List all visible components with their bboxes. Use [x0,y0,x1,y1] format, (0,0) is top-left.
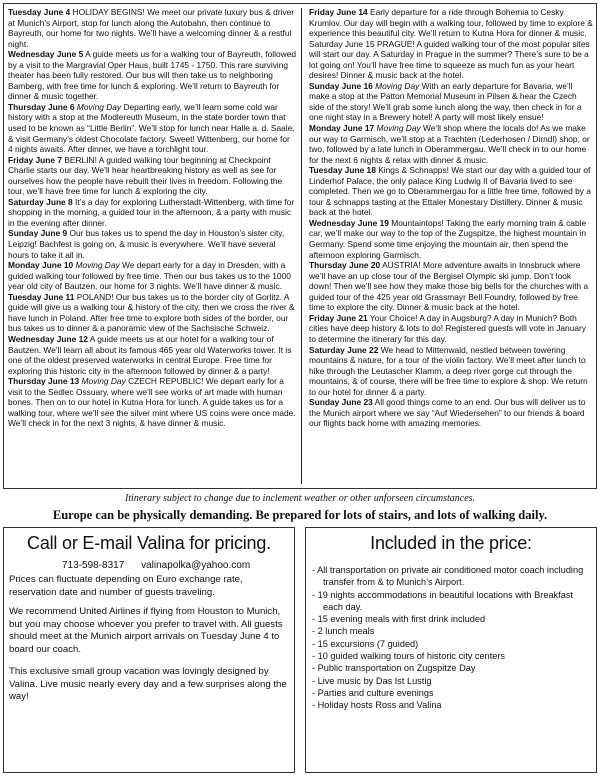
pricing-note: Prices can fluctuate depending on Euro exchange rate, reservation date and number of guests traveling. [9,574,243,598]
included-item: - Holiday hosts Ross and Valina [312,700,442,711]
entry-text: Kings & Schnapps! We start our day with a guided tour of Linderhof Palace, the only palace King Ludwig II of Bavaria lived to see completed. Then we go to Oberammergau for a little free time, followed by a tour & schnapps tasting at the Ettaler Monestary Distillery. Dinner & music back at the hotel. [309,165,591,218]
entry-date: Monday June 17 [309,123,375,134]
included-item: - Parties and culture evenings [312,687,434,698]
itinerary-entry [8,334,296,376]
itinerary-right-column [309,7,594,429]
itinerary-entry [309,313,594,345]
itinerary-entry [309,260,594,313]
entry-text: HOLIDAY BEGINS! We meet our private luxury bus & driver at Munich’s Airport, stop for lunch along the Autobahn, then continue to Bayreuth, our home for two nights. We’ll have a welcoming dinner & a restful night. [8,7,295,49]
entry-text: With an early departure for Bavaria, we’ll make a stop at the Patton Memorial Museum in Pilsen & hear the Czech side of the story! We’ll grab some lunch along the way, then check in for a one night stay in a Brewery hotel! A party will most likely ensue! [309,80,582,123]
airline-note: We recommend United Airlines if flying from Houston to Munich, but you may choose whoever you prefer to travel with. All guests should meet at the Munich airport arrivals on Tuesday June 4 to board our coach. [9,606,283,655]
moving-day-label: Moving Day [76,101,122,112]
itinerary-entry [309,218,594,260]
entry-text: We’ll shop where the locals do! As we make our way to Garmisch, we’ll stop at a Trachten (Lederhosen / Dirndl) shop, or two, followed by a late lunch in Oberammergau. We’ll check in to our home for the next 6 nights & relax with dinner & music. [309,123,590,165]
entry-date: Friday June 14 [309,7,368,17]
itinerary-entry [8,292,296,334]
entry-text: Departing early, we’ll learn some cold war history with a stop at the Modlereuth Museum, in the state border town that used to be known as “Little Berlin”. We’ll stop for lunch near Halle a. d. Saale, & visit Germany’s oldest Chocolate factory. Sweet! Wittenberg, our home for 4 nights awaits. After dinner, we have a torchlight tour. [8,101,295,155]
entry-text: A guide meets us for a walking tour of Bayreuth, followed by a visit to the Margravial Oper Haus, built 1745 - 1750. This rare surviving theater has been fully restored. Our bus will then take us to neighboring Bamberg, with free time for lunch & exploring. We’ll return to Bayreuth for dinner & music together. [8,49,297,102]
email-address[interactable]: valinapolka@yahoo.com [141,560,251,571]
entry-text: A guide meets us at our hotel for a walking tour of Bautzen. We’ll learn all about its famous 465 year old Waterworks tower. It is one of the oldest preserved waterworks in central Europe. Free time for exploring this historic city in the afternoon followed by dinner & a party! [8,333,292,376]
included-item: - 2 lunch meals [312,626,375,637]
pricing-title: Call or E-mail Valina for pricing. [27,533,271,553]
moving-day-label: Moving Day [376,123,421,134]
contact-line [62,560,264,571]
itinerary-entry [309,7,594,39]
flyer-page [3,3,597,773]
itinerary-entry [309,165,594,218]
entry-text: BERLIN! A guided walking tour beginning at Checkpoint Charlie starts our day. We’ll hear heartbreaking history as well as see for ourselves how the people have rebuilt their lives in freedom. Following the tour, we’ll have free time for lunch & exploring the city. [8,154,283,197]
itinerary-entry [8,260,296,292]
itinerary-box [3,3,597,489]
entry-text: We depart early for a day in Dresden, with a guided walking tour followed by free time. Then our bus takes us to the 1000 year old city of Bautzen, our home for 3 nights. We’ll have dinner & music. [8,260,291,292]
entry-date: Wednesday June 19 [309,217,389,228]
itinerary-entry [8,102,296,155]
itinerary-entry [309,123,594,165]
moving-day-label: Moving Day [375,80,420,91]
entry-text: Our bus takes us to spend the day in Houston’s sister city, Leipzig! Bachfest is going on, & music is everywhere. We’ll have several hours to take it all in. [8,228,285,260]
entry-date: Tuesday June 4 [8,7,71,17]
entry-date: Wednesday June 5 [8,49,84,60]
included-item: - Live music by Das Ist Lustig [312,675,432,686]
entry-date: Friday June 7 [8,154,62,165]
itinerary-entry [8,155,296,197]
itinerary-entry [8,228,296,260]
pricing-box [3,527,295,773]
itinerary-entry [309,345,594,398]
entry-date: Thursday June 20 [309,260,381,271]
entry-date: Wednesday June 12 [8,333,88,344]
entry-date: Sunday June 16 [309,80,373,91]
entry-date: Sunday June 23 [309,397,373,408]
itinerary-entry [8,49,296,102]
included-list [312,564,594,712]
included-item: - 15 evening meals with first drink included [312,614,486,625]
entry-date: Sunday June 9 [8,228,68,239]
moving-day-label: Moving Day [75,260,120,271]
entry-date: Friday June 21 [309,312,368,323]
entry-date: Thursday June 6 [8,101,75,112]
closing-note: This exclusive small group vacation was lovingly designed by Valina. Live music nearly every day and a few surprises along the way! [9,666,287,703]
itinerary-entry [8,7,296,49]
included-box [305,527,597,773]
itinerary-left-column [8,7,296,429]
entry-text: AUSTRIA! More adventure awaits in Innsbruck where we’ll have an up close tour of the Bergisel Olympic ski jump. Don’t look down! Then we’ll see how they make those big bells for the churches with a guided tour of the 425 year old Grassmayr Bell Foundry, followed by free time to explore the city. Dinner & music back at the hotel. [309,260,589,313]
included-item: - 15 excursions (7 guided) [312,638,419,649]
disclaimer: Itinerary subject to change due to inclement weather or other unforseen circumstances. [124,493,476,504]
entry-text: It’s a day for exploring Lutherstadt-Wittenberg, with time for shopping in the morning, a guided tour in the afternoon, & a party with music in the evening after dinner. [8,196,295,228]
entry-text: All good things come to an end. Our bus will deliver us to the Munich airport where we say “Auf Wiedersehen” to our friends & board our flights back home with amazing memories. [309,397,586,429]
itinerary-entry [8,376,296,429]
entry-text: CZECH REPUBLIC! We depart early for a visit to the Sedlec Ossuary, where we’ll see works of art made with human bones. Then on to our hotel in Kutna Hora for lunch. A guide takes us for a walking tour, where we’ll see the silver mint where US coins were once made. We’ll check in for the next 3 nights, & have dinner & music. [8,376,296,429]
physical-warning: Europe can be physically demanding. Be prepared for lots of stairs, and lots of walking daily. [52,508,548,522]
phone-number[interactable]: 713-598-8317 [62,560,125,571]
itinerary-entry [8,197,296,229]
entry-text: Early departure for a ride through Bohemia to Cesky Krumlov. Our day will begin with a walking tour, followed by time to explore & experience this beautiful city. We’ll return to Kutna Hora for dinner & music. [309,7,593,39]
included-item: - Public transportation on Zugspitze Day [312,663,476,674]
entry-text: Your Choice! A day in Augsburg? A day in Munich? Both cities have deep history & lots to do! Registered guests will vote in January to determine the itinerary for this day. [309,312,586,344]
entry-text: Saturday June 15 PRAGUE! A guided walking tour of the most popular sites will start our day. A Saturday in Prague in the summer? There’s sure to be a lot going on! You’ll have free time to squeeze as much fun as your heart desires! Dinner & music back at the hotel. [309,38,590,81]
entry-text: Mountaintops! Taking the early morning train & cable car, we’ll make our way to the top of the Zugspitze, the highest mountain in Germany. Spend some time enjoying the mountain air, then spend the afternoon exploring Garmisch. [309,217,587,260]
entry-date: Tuesday June 11 [8,291,75,302]
entry-text: POLAND! Our bus takes us to the border city of Gorlitz. A guide will give us a walking tour & history of the city, then we cross the river & have lunch in Poland. After free time to explore both sides of the border, our bus takes us to dinner & a panoramic view of the Sachsische Schweiz. [8,291,295,334]
itinerary-entry [309,397,594,429]
included-item: - 19 nights accommodations in beautiful locations with Breakfast each day. [312,589,573,612]
entry-text: We head to Mittenwald, nestled between towering mountains & nature, for a tour of the violin factory. We’ll meet after lunch to hike through the Leutascher Klamm, a deep river gorge cut through the mountains, & of course, there will be free time to explore & shop. We return to our hotel for dinner & a party. [309,344,588,397]
entry-date: Thursday June 13 [8,376,80,387]
itinerary-entry [309,81,594,123]
included-title: Included in the price: [370,533,532,553]
included-item: - 10 guided walking tours of historic city centers [312,651,506,662]
itinerary-entry [309,39,594,81]
entry-date: Tuesday June 18 [309,165,376,176]
entry-date: Saturday June 22 [309,344,379,355]
entry-date: Monday June 10 [8,260,74,271]
included-item: - All transportation on private air conditioned motor coach including transfer from & to Munich’s Airport. [312,565,584,588]
column-divider [301,8,302,484]
moving-day-label: Moving Day [81,376,126,387]
entry-date: Saturday June 8 [8,196,73,207]
